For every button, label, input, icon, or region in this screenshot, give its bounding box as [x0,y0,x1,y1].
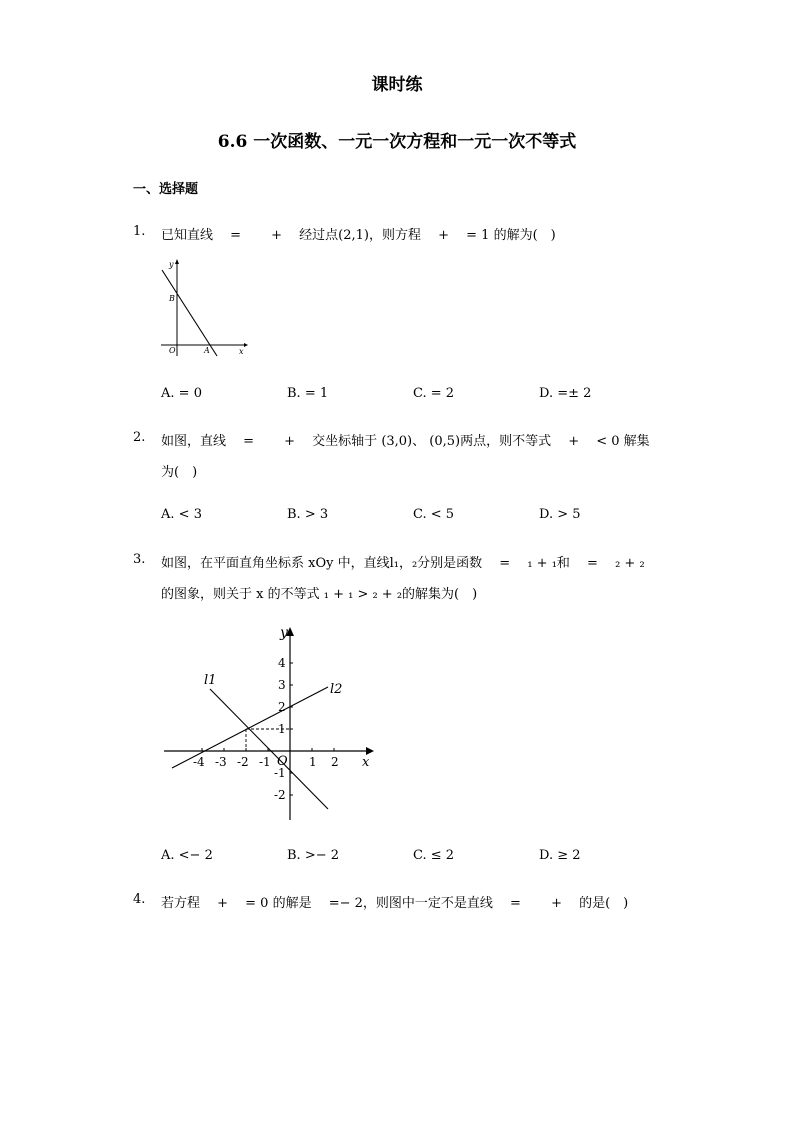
q1-y-label: y [169,260,174,269]
option-text: < 3 [174,507,202,522]
option-label: C. [413,848,427,863]
option-label: C. [413,386,427,401]
q3-xtick-label: -2 [237,755,249,769]
q3-xtick-label: -1 [259,755,271,769]
q1-y-arrow [175,259,179,264]
option-label: B. [287,507,301,522]
q3-option-b[interactable] [287,848,339,863]
q1-point-b-label: B [169,294,175,303]
q3-ytick-label: 2 [278,700,286,714]
question-4-number: 4. [133,892,146,907]
q1-x-arrow [244,343,248,347]
doc-subtitle: 6.6 一次函数、一元一次方程和一元一次不等式 [217,132,577,152]
q3-ytick-label: -1 [274,766,286,780]
q3-xtick-label: 1 [309,755,317,769]
question-3-figure [160,620,380,820]
q3-x-arrow [366,747,374,755]
q1-option-c[interactable] [413,386,454,401]
q2-option-a[interactable] [161,507,202,522]
q3-ytick-label: 1 [278,722,286,736]
q2-option-b[interactable] [287,507,328,522]
q2-option-d[interactable] [539,507,581,522]
option-label: B. [287,386,301,401]
question-4-text: 若方程 + = 0 的解是 =− 2，则图中一定不是直线 = + 的是( ) [161,896,629,911]
q3-l1-label: l1 [204,673,217,688]
question-3-text-line-2: 的图象，则关于 x 的不等式 ₁ + ₁ > ₂ + ₂的解集为( ) [161,587,478,602]
option-text: > 5 [553,507,581,522]
option-text: < 5 [426,507,455,522]
option-label: B. [287,848,301,863]
question-1-number: 1. [133,224,146,239]
q3-ytick-label: 4 [278,656,286,670]
question-3-number: 3. [133,552,146,567]
question-2-text-line-2: 为( ) [161,465,198,480]
q3-option-a[interactable] [161,848,213,863]
option-label: D. [539,507,554,522]
q3-x-label: x [362,755,370,770]
q1-x-label: x [239,347,244,356]
question-2-text-line-1: 如图，直线 = + 交坐标轴于 (3,0)、 (0,5)两点，则不等式 + < 0 解集 [161,434,650,449]
option-label: A. [161,848,175,863]
section-heading: 一、选择题 [133,182,199,197]
q3-xtick-label: -4 [193,755,205,769]
option-text: = 2 [426,386,455,401]
q1-option-b[interactable] [287,386,328,401]
option-text: =± 2 [553,386,592,401]
question-2-number: 2. [133,430,146,445]
q1-line [162,270,217,356]
q3-ytick-label: -2 [274,788,286,802]
option-label: D. [539,386,554,401]
doc-title: 课时练 [371,75,423,95]
option-text: >− 2 [300,848,340,863]
q1-origin-label: O [169,346,176,355]
option-text: <− 2 [174,848,213,863]
question-1-text: 已知直线 = + 经过点(2,1)，则方程 + = 1 的解为( ) [161,228,556,243]
q3-ytick-label: 3 [278,678,286,692]
q3-l2-label: l2 [330,682,343,697]
q3-option-c[interactable] [413,848,454,863]
option-text: ≥ 2 [553,848,581,863]
option-label: A. [161,386,175,401]
q3-xtick-label: 2 [331,755,339,769]
option-text: ≤ 2 [426,848,455,863]
option-text: = 1 [300,386,329,401]
option-label: C. [413,507,427,522]
q1-option-a[interactable] [161,386,202,401]
q3-option-d[interactable] [539,848,581,863]
q2-option-c[interactable] [413,507,454,522]
option-label: A. [161,507,175,522]
q1-point-a-label: A [204,346,210,355]
q1-option-d[interactable] [539,386,591,401]
q3-xtick-label: -3 [215,755,227,769]
q3-y-label: y [280,625,288,641]
option-text: > 3 [300,507,329,522]
question-3-text-line-1: 如图，在平面直角坐标系 xOy 中，直线l₁，₂分别是函数 = ₁ + ₁和 = ₂ + ₂ [161,556,645,571]
question-1-figure [157,256,249,360]
option-label: D. [539,848,554,863]
q3-line-l1 [210,689,328,809]
option-text: = 0 [174,386,202,401]
q3-origin-label: O [277,754,288,769]
